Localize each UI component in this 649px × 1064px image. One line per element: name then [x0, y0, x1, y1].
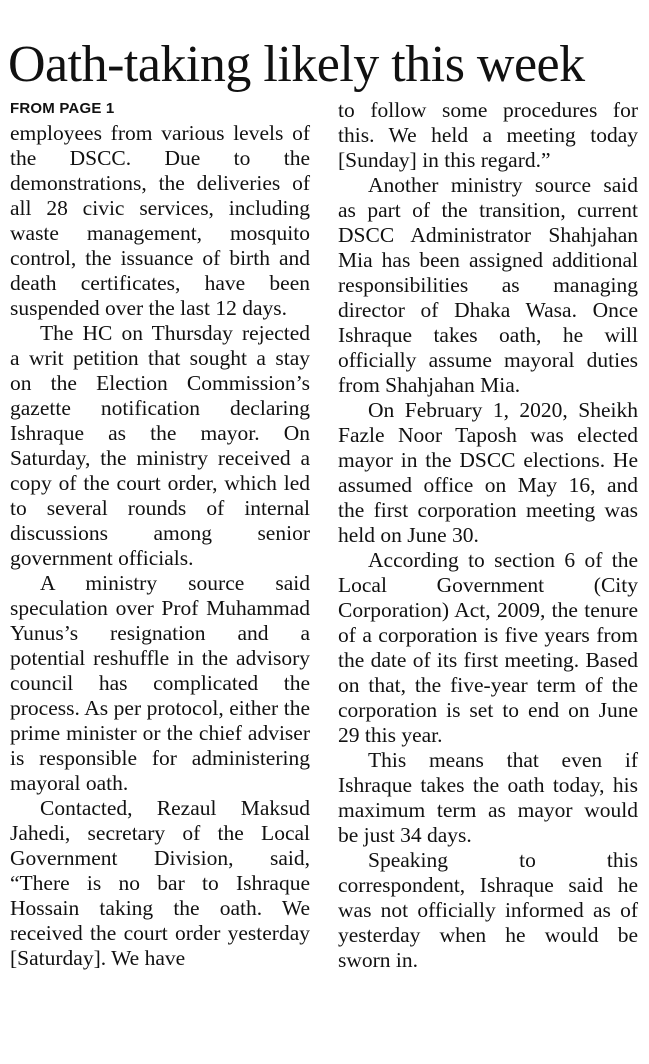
article-column-left [10, 96, 310, 971]
paragraph: to follow some procedures for this. We held a meeting today [Sunday] in this regard.” [338, 98, 638, 172]
paragraph: The HC on Thursday rejected a writ petition that sought a stay on the Election Commission’s gazette notification declaring Ishraque as the mayor. On Saturday, the ministry received a copy of the court order, which led to several rounds of internal discussions among senior government officials. [10, 321, 310, 570]
paragraph: Contacted, Rezaul Maksud Jahedi, secretary of the Local Government Division, said, “There is no bar to Ishraque Hossain taking the oath. We received the court order yesterday [Saturday]. We have [10, 796, 310, 970]
paragraph: Speaking to this correspondent, Ishraque said he was not officially informed as of yesterday when he would be sworn in. [338, 848, 638, 972]
continued-from-page-label: FROM PAGE 1 [10, 100, 115, 117]
paragraph: According to section 6 of the Local Government (City Corporation) Act, 2009, the tenure of a corporation is five years from the date of its first meeting. Based on that, the five-year term of the corporation is set to end on June 29 this year. [338, 548, 638, 747]
paragraph: A ministry source said speculation over Prof Muhammad Yunus’s resignation and a potential reshuffle in the advisory council has complicated the process. As per protocol, either the prime minister or the chief adviser is responsible for administering mayoral oath. [10, 571, 310, 795]
paragraph: On February 1, 2020, Sheikh Fazle Noor Taposh was elected mayor in the DSCC elections. He assumed office on May 16, and the first corporation meeting was held on June 30. [338, 398, 638, 547]
paragraph: employees from various levels of the DSCC. Due to the demonstrations, the deliveries of all 28 civic services, including waste management, mosquito control, the issuance of birth and death certificates, have been suspended over the last 12 days. [10, 121, 310, 320]
article-column-right [338, 98, 638, 973]
paragraph: Another ministry source said as part of the transition, current DSCC Administrator Shahjahan Mia has been assigned additional responsibilities as managing director of Dhaka Wasa. Once Ishraque takes oath, he will officially assume mayoral duties from Shahjahan Mia. [338, 173, 638, 397]
paragraph: This means that even if Ishraque takes the oath today, his maximum term as mayor would be just 34 days. [338, 748, 638, 847]
headline: Oath-taking likely this week [8, 36, 585, 93]
